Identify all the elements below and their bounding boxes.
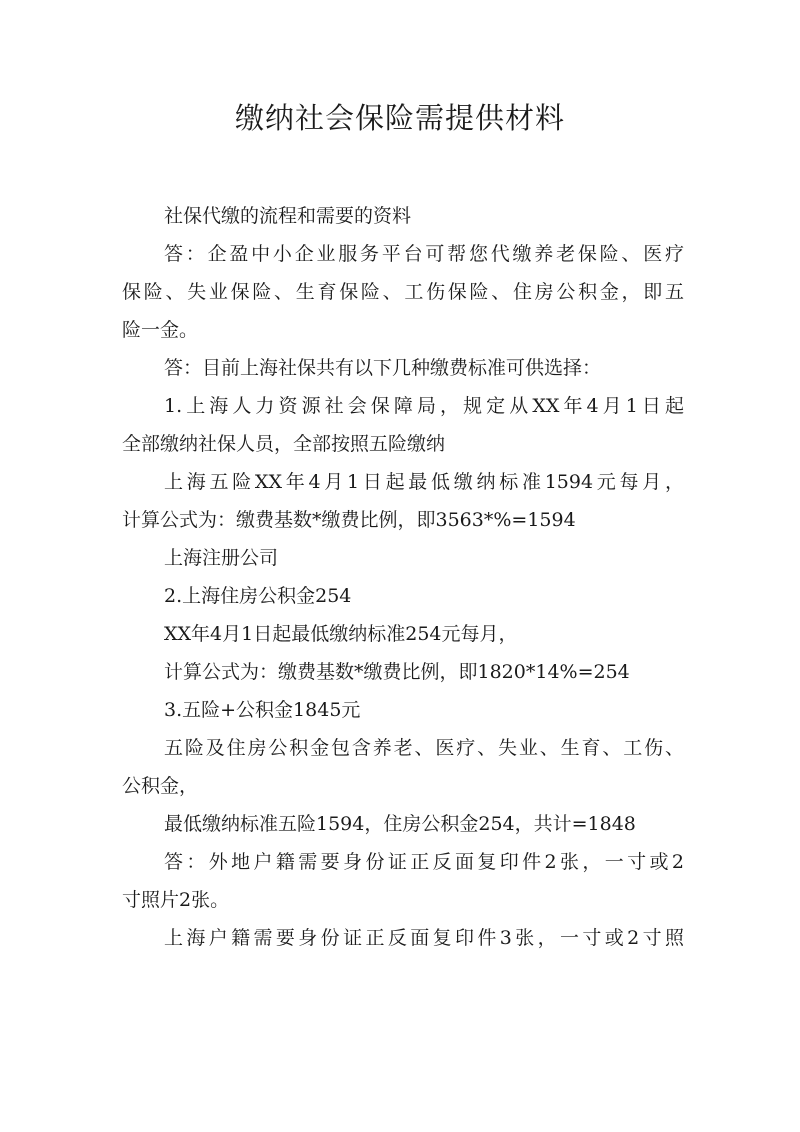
paragraph-line: 险一金。: [122, 319, 199, 341]
paragraph-line: 寸照片2张。: [122, 889, 230, 911]
paragraph-line: 社保代缴的流程和需要的资料: [164, 205, 412, 227]
paragraph-line: 3.五险+公积金1845元: [164, 699, 361, 721]
paragraph-line: 五险及住房公积金包含养老、医疗、失业、生育、工伤、: [164, 737, 684, 759]
paragraph-line: 上海五险XX年4月1日起最低缴纳标准1594元每月，: [164, 471, 684, 493]
paragraph-line: 上海注册公司: [164, 547, 279, 569]
paragraph-line: 上海户籍需要身份证正反面复印件3张，一寸或2寸照: [164, 927, 684, 949]
paragraph-line: XX年4月1日起最低缴纳标准254元每月，: [164, 623, 518, 645]
paragraph-line: 最低缴纳标准五险1594，住房公积金254，共计=1848: [164, 813, 636, 835]
paragraph-line: 答：目前上海社保共有以下几种缴费标准可供选择：: [164, 357, 602, 379]
document-body: [122, 197, 684, 957]
paragraph-line: 2.上海住房公积金254: [164, 585, 352, 607]
paragraph-line: 答：企盈中小企业服务平台可帮您代缴养老保险、医疗: [164, 243, 684, 265]
paragraph-line: 保险、失业保险、生育保险、工伤保险、住房公积金，即五: [122, 281, 684, 303]
paragraph-line: 计算公式为：缴费基数*缴费比例，即3563*%=1594: [122, 509, 576, 531]
paragraph-line: 答：外地户籍需要身份证正反面复印件2张，一寸或2: [164, 851, 684, 873]
paragraph-line: 1.上海人力资源社会保障局，规定从XX年4月1日起: [164, 395, 684, 417]
document-title: 缴纳社会保险需提供材料: [234, 101, 565, 135]
paragraph-line: 全部缴纳社保人员，全部按照五险缴纳: [122, 433, 446, 455]
paragraph-line: 计算公式为：缴费基数*缴费比例，即1820*14%=254: [164, 661, 630, 683]
paragraph-line: 公积金，: [122, 775, 199, 797]
